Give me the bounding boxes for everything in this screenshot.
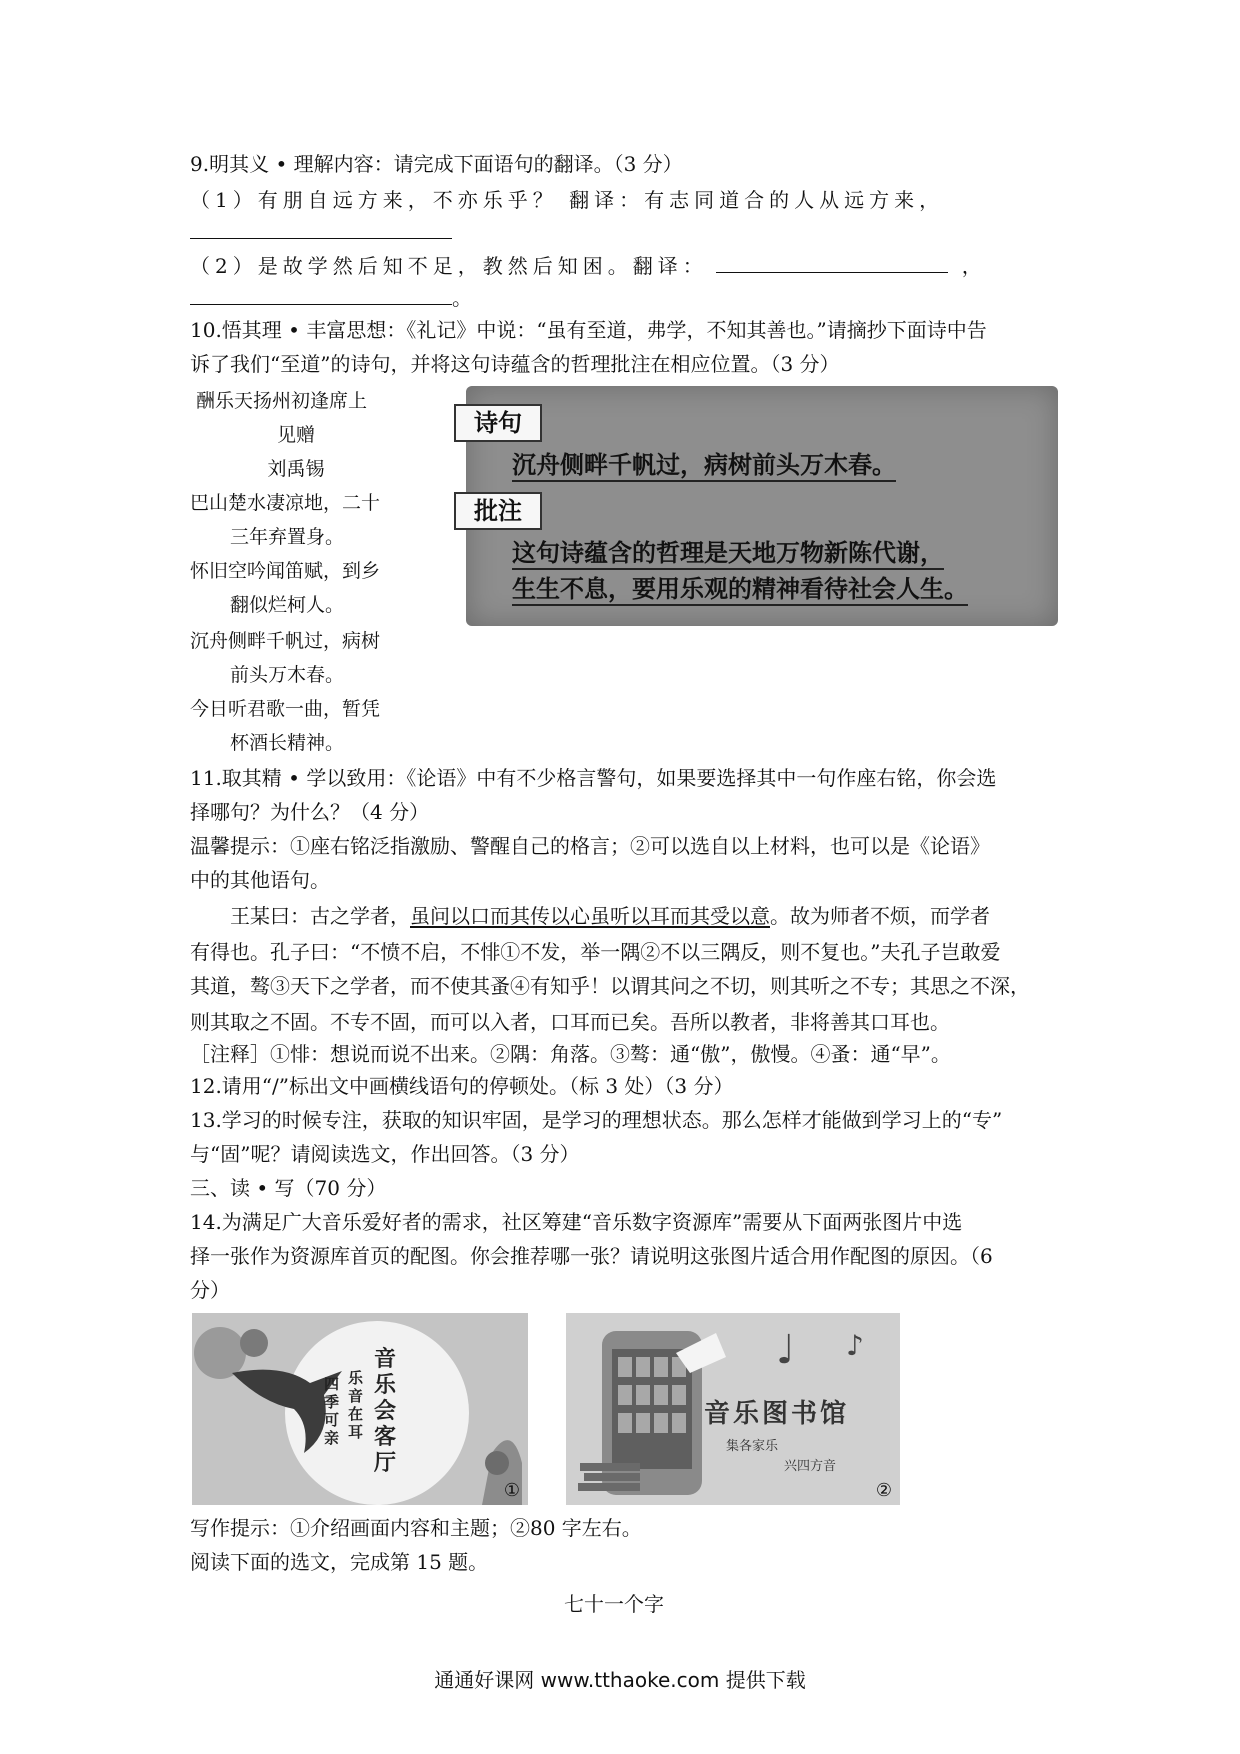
- poem-author: 刘禹锡: [267, 458, 325, 480]
- q13-line1: 13.学习的时候专注，获取的知识牢固，是学习的理想状态。那么怎样才能做到学习上的“专”: [190, 1108, 1003, 1132]
- underlined-sentence: 虽问以口而其传以心虽听以耳而其受以意: [410, 904, 770, 928]
- note-tag: 批注: [454, 492, 542, 530]
- poem-line: 前头万木春。: [230, 664, 345, 686]
- passage-line-3: 其道，骜③天下之学者，而不使其蚤④有知乎！以谓其问之不切，则其听之不专；其思之不深，: [190, 974, 1030, 998]
- passage-line-2: 有得也。孔子曰：“不愤不启，不悱①不发，举一隅②不以三隅反，则不复也。”夫孔子岂敢爱: [190, 940, 1001, 964]
- q11-line2: 择哪句？为什么？（4 分）: [190, 800, 430, 824]
- passage-notes: ［注释］①悱：想说而说不出来。②隅：角落。③骜：通“傲”，傲慢。④蚤：通“早”。: [190, 1042, 951, 1066]
- q9-answer-blank-3: [190, 282, 452, 305]
- writing-tip: 写作提示：①介绍画面内容和主题；②80 字左右。: [190, 1516, 642, 1540]
- poem-title-a: 酬乐天扬州初逢席上: [196, 390, 368, 412]
- image-2-number: ②: [875, 1480, 892, 1501]
- image-music-library: [566, 1313, 900, 1505]
- poem-line: 翻似烂柯人。: [230, 594, 345, 616]
- poem-line: 三年弃置身。: [230, 526, 345, 548]
- q12: 12.请用“/”标出文中画横线语句的停顿处。（标 3 处）（3 分）: [190, 1074, 734, 1098]
- q10-line1: 10.悟其理 • 丰富思想：《礼记》中说：“虽有至道，弗学，不知其善也。”请摘抄下面诗中告: [190, 318, 987, 342]
- q9-line1: （1）有朋自远方来，不亦乐乎？ 翻译：有志同道合的人从远方来，: [190, 188, 945, 212]
- read-instruction: 阅读下面的选文，完成第 15 题。: [190, 1550, 489, 1574]
- section-3-heading: 三、读 • 写（70 分）: [190, 1176, 387, 1200]
- note-text-2: 生生不息，要用乐观的精神看待社会人生。: [512, 572, 968, 606]
- q14-line1: 14.为满足广大音乐爱好者的需求，社区筹建“音乐数字资源库”需要从下面两张图片中选: [190, 1210, 963, 1234]
- poem-line: 怀旧空吟闻笛赋，到乡: [190, 560, 381, 582]
- verse-tag: 诗句: [454, 404, 542, 442]
- q14-line3: 分）: [190, 1278, 230, 1302]
- music-note-icon: ♪: [846, 1329, 864, 1362]
- q9-answer-blank-2: [716, 250, 948, 273]
- q10-line2: 诉了我们“至道”的诗句，并将这句诗蕴含的哲理批注在相应位置。（3 分）: [190, 352, 840, 376]
- music-note-icon: ♩: [776, 1327, 795, 1373]
- image-2-sub2: 兴四方音: [784, 1459, 837, 1474]
- poem-line: 今日听君歌一曲，暂凭: [190, 698, 381, 720]
- footer: 通通好课网 www.tthaoke.com 提供下载: [434, 1668, 806, 1692]
- q9-line2-text: （2）是故学然后知不足，教然后知困。翻译：: [190, 254, 708, 278]
- q13-line2: 与“固”呢？请阅读选文，作出回答。（3 分）: [190, 1142, 580, 1166]
- q11-line1: 11.取其精 • 学以致用：《论语》中有不少格言警句，如果要选择其中一句作座右铭，你会选: [190, 766, 997, 790]
- passage-line-4: 则其取之不固。不专不固，而可以入者，口耳而已矣。吾所以教者，非将善其口耳也。: [190, 1010, 950, 1034]
- q9-line3: [190, 282, 472, 312]
- image-music-living-room: [192, 1313, 528, 1505]
- poem-title-b: 见赠: [276, 424, 315, 446]
- q9-title: 9.明其义 • 理解内容：请完成下面语句的翻译。（3 分）: [190, 152, 683, 176]
- poem-line: 杯酒长精神。: [230, 732, 345, 754]
- note-text-1: 这句诗蕴含的哲理是天地万物新陈代谢，: [512, 536, 944, 570]
- image-2-sub1: 集各家乐: [726, 1439, 779, 1454]
- q11-tip1: 温馨提示：①座右铭泛指激励、警醒自己的格言；②可以选自以上材料，也可以是《论语》: [190, 834, 990, 858]
- image-2-title: 音乐图书馆: [704, 1399, 850, 1429]
- passage-line-1: 王某曰：古之学者，虽问以口而其传以心虽听以耳而其受以意。故为师者不烦，而学者: [230, 904, 990, 928]
- image-1-sub2: 四季可亲: [324, 1375, 340, 1447]
- annotation-box: [466, 386, 1058, 626]
- q9-line2: [190, 250, 982, 280]
- q9-answer-blank-1: [190, 216, 452, 246]
- word-count-text: 七十一个字: [564, 1592, 664, 1616]
- poem-line: 巴山楚水凄凉地，二十: [190, 492, 381, 514]
- poem-line: 沉舟侧畔千帆过，病树: [190, 630, 381, 652]
- image-1-number: ①: [503, 1480, 520, 1501]
- image-1-title: 音乐会客厅: [374, 1347, 397, 1476]
- q9-line3-end: 。: [452, 286, 472, 310]
- image-1-sub1: 乐音在耳: [348, 1369, 364, 1441]
- q9-line2-end: ，: [961, 254, 982, 278]
- q14-line2: 择一张作为资源库首页的配图。你会推荐哪一张？请说明这张图片适合用作配图的原因。（6: [190, 1244, 993, 1268]
- q11-tip2: 中的其他语句。: [190, 868, 330, 892]
- verse-text: 沉舟侧畔千帆过，病树前头万木春。: [512, 448, 896, 482]
